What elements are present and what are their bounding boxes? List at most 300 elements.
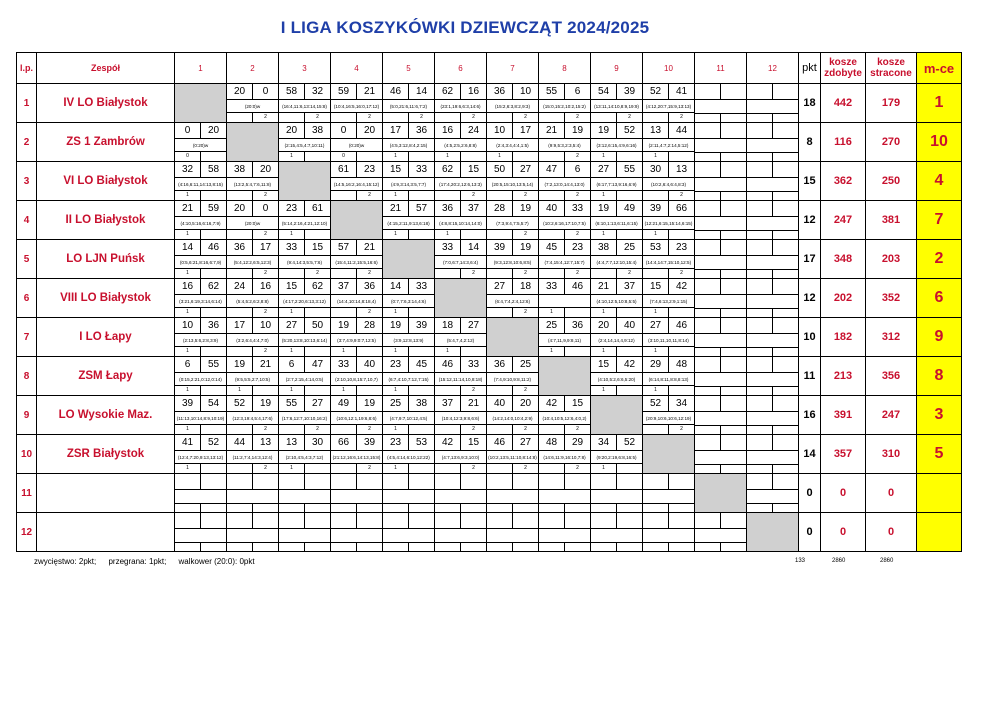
match-cell — [695, 357, 747, 396]
match-result — [227, 240, 278, 278]
match-score — [175, 201, 226, 217]
header-opponent-10: 10 — [643, 53, 695, 84]
points-win — [305, 543, 330, 551]
match-score — [435, 474, 486, 490]
points-win: 2 — [264, 426, 267, 432]
match-score — [643, 357, 694, 373]
points-win: 2 — [420, 114, 423, 120]
match-result — [643, 279, 694, 317]
score-away — [305, 513, 330, 528]
quarter-scores: (7:4,6:13,2:9,1:15) — [643, 295, 694, 308]
score-away: 15 — [467, 437, 480, 448]
score-away: 58 — [207, 164, 220, 175]
match-result — [747, 435, 798, 473]
quarter-scores — [643, 490, 694, 504]
points-scored: 182 — [821, 318, 866, 357]
score-away: 25 — [519, 359, 532, 370]
quarter-scores: (4:7,11,9,9:8,11) — [539, 334, 590, 347]
match-cell — [539, 123, 591, 162]
match-score — [695, 279, 746, 295]
score-away: 14 — [467, 242, 480, 253]
match-score — [487, 357, 538, 373]
match-result — [435, 513, 486, 551]
match-cell — [227, 201, 279, 240]
points-scored: 247 — [821, 201, 866, 240]
score-away — [253, 513, 278, 528]
score-away: 10 — [519, 86, 532, 97]
match-points — [747, 231, 798, 239]
points-win: 2 — [680, 270, 683, 276]
match-points — [591, 464, 642, 473]
match-points — [383, 347, 434, 356]
match-cell — [539, 240, 591, 279]
score-away — [773, 240, 798, 255]
match-points — [643, 425, 694, 434]
match-result — [539, 84, 590, 122]
points-loss — [487, 504, 513, 512]
score-away: 23 — [571, 242, 584, 253]
match-points — [383, 308, 434, 317]
quarter-scores: (9:4,14:3,5:5,7:6) — [279, 256, 330, 269]
points-loss: 1 — [435, 347, 461, 356]
points-conceded: 250 — [866, 162, 917, 201]
score-away: 39 — [623, 86, 636, 97]
score-home: 15 — [643, 279, 669, 294]
quarter-scores — [747, 139, 798, 153]
points-loss — [279, 425, 305, 434]
score-away: 13 — [675, 164, 688, 175]
score-away — [773, 357, 798, 372]
quarter-scores: (2:10,4:5,4:3,7:12) — [279, 451, 330, 464]
match-score — [747, 396, 798, 412]
match-cell — [695, 396, 747, 435]
points-win — [721, 309, 746, 317]
quarter-scores: (2:13,5:6,2:8,3:9) — [175, 334, 226, 347]
match-result — [643, 318, 694, 356]
match-result — [175, 435, 226, 473]
row-number: 10 — [17, 435, 37, 474]
match-points — [747, 348, 798, 356]
score-home: 40 — [539, 201, 565, 216]
quarter-scores — [747, 295, 798, 309]
match-points — [227, 269, 278, 278]
match-result — [747, 123, 798, 161]
table-row — [17, 474, 962, 513]
score-away: 20 — [519, 398, 532, 409]
points-scored: 442 — [821, 84, 866, 123]
match-score — [539, 474, 590, 490]
match-cell — [227, 84, 279, 123]
score-away: 20 — [207, 125, 220, 136]
match-result — [331, 279, 382, 317]
match-result — [539, 396, 590, 434]
quarter-scores — [695, 139, 746, 153]
score-home — [539, 474, 565, 489]
match-result — [747, 240, 798, 278]
match-score — [539, 435, 590, 451]
points-loss — [539, 504, 565, 512]
score-away: 59 — [207, 203, 220, 214]
score-away: 27 — [519, 437, 532, 448]
match-result — [383, 318, 434, 356]
match-cell — [175, 474, 227, 513]
quarter-scores: (4:17,2:20,6:13,3:12) — [279, 295, 330, 308]
match-score — [175, 435, 226, 451]
match-points — [435, 230, 486, 239]
match-result — [175, 396, 226, 434]
match-cell — [383, 474, 435, 513]
score-home: 20 — [227, 84, 253, 99]
points-win — [617, 230, 642, 239]
points-win: 2 — [680, 192, 683, 198]
score-away — [201, 513, 226, 528]
score-away: 15 — [467, 164, 480, 175]
match-result — [487, 435, 538, 473]
points-win — [617, 504, 642, 512]
score-away: 27 — [519, 164, 532, 175]
points-loss — [487, 425, 513, 434]
match-result — [383, 162, 434, 200]
score-away: 23 — [675, 242, 688, 253]
match-points — [591, 269, 642, 278]
match-points — [487, 308, 538, 317]
score-away — [409, 474, 434, 489]
score-away: 55 — [207, 359, 220, 370]
points-win — [409, 425, 434, 434]
score-home: 27 — [487, 279, 513, 294]
points-loss — [435, 386, 461, 395]
self-match-cell — [695, 474, 747, 513]
match-score — [279, 240, 330, 256]
match-points — [747, 426, 798, 434]
points-win — [357, 504, 382, 512]
match-points — [539, 504, 590, 512]
score-away: 16 — [259, 281, 272, 292]
match-score — [747, 240, 798, 256]
match-result — [539, 318, 590, 356]
quarter-scores: (6:10,1:13,6:11,6:15) — [591, 217, 642, 230]
quarter-scores: (2:11,4:7,2:14,5:12) — [643, 139, 694, 152]
score-home: 37 — [331, 279, 357, 294]
points-loss — [227, 308, 253, 317]
points-win — [773, 465, 798, 473]
match-score — [279, 435, 330, 451]
match-result — [383, 396, 434, 434]
points-loss: 1 — [279, 347, 305, 356]
score-home: 21 — [591, 279, 617, 294]
legend-win: zwycięstwo: 2pkt; — [34, 557, 97, 566]
match-cell — [435, 162, 487, 201]
score-away: 19 — [519, 242, 532, 253]
match-score — [643, 474, 694, 490]
quarter-scores — [747, 100, 798, 114]
score-home: 14 — [175, 240, 201, 255]
quarter-scores — [747, 373, 798, 387]
match-result — [175, 162, 226, 200]
points-loss — [539, 113, 565, 122]
match-result — [539, 513, 590, 551]
points-win: 2 — [368, 192, 371, 198]
score-home — [175, 474, 201, 489]
points-win: 2 — [472, 465, 475, 471]
match-points — [331, 269, 382, 278]
score-home — [435, 474, 461, 489]
match-result — [487, 279, 538, 317]
quarter-scores — [747, 256, 798, 270]
match-score — [279, 513, 330, 529]
points-win — [773, 192, 798, 200]
match-score — [227, 474, 278, 490]
quarter-scores: (2:4,14,14,4,9:12) — [591, 334, 642, 347]
match-result — [331, 474, 382, 512]
quarter-scores: (7:4,9:10,9:8,11:2) — [487, 373, 538, 386]
points-win: 2 — [524, 114, 527, 120]
team-points: 10 — [799, 318, 821, 357]
score-away: 17 — [519, 125, 532, 136]
match-cell — [487, 240, 539, 279]
score-away: 6 — [574, 86, 581, 97]
score-away: 39 — [415, 320, 428, 331]
match-cell — [643, 279, 695, 318]
match-points — [331, 464, 382, 473]
match-cell — [487, 123, 539, 162]
quarter-scores: (20:9,10:6,10:6,12:19) — [643, 412, 694, 425]
score-away: 52 — [623, 125, 636, 136]
match-score — [539, 123, 590, 139]
quarter-scores: (16:4,11:6,13:14,15:8) — [279, 100, 330, 113]
quarter-scores: (20:5,15:10,13:5,14) — [487, 178, 538, 191]
match-cell — [591, 240, 643, 279]
score-away — [721, 396, 746, 411]
score-home: 61 — [331, 162, 357, 177]
score-away: 28 — [363, 320, 376, 331]
quarter-scores: (4:10,5:16,6:16,7:9) — [175, 217, 226, 230]
match-points — [279, 347, 330, 356]
points-win — [721, 114, 746, 122]
match-cell — [383, 279, 435, 318]
match-cell — [747, 396, 799, 435]
score-away: 0 — [262, 203, 269, 214]
points-loss — [487, 230, 513, 239]
score-away — [721, 279, 746, 294]
match-points — [279, 425, 330, 434]
table-row — [17, 240, 962, 279]
match-points — [695, 348, 746, 356]
match-cell — [175, 240, 227, 279]
match-cell — [487, 396, 539, 435]
score-away — [513, 474, 538, 489]
score-home — [695, 240, 721, 255]
table-row — [17, 123, 962, 162]
points-win — [461, 543, 486, 551]
points-win — [305, 152, 330, 161]
points-loss — [487, 543, 513, 551]
score-away: 13 — [259, 437, 272, 448]
match-score — [591, 201, 642, 217]
score-away: 36 — [415, 125, 428, 136]
score-home: 39 — [175, 396, 201, 411]
match-points — [643, 386, 694, 395]
match-cell — [383, 435, 435, 474]
team-place — [917, 474, 962, 513]
points-loss — [591, 113, 617, 122]
points-loss — [591, 504, 617, 512]
quarter-scores — [695, 373, 746, 387]
score-away — [773, 279, 798, 294]
match-cell — [435, 474, 487, 513]
match-cell — [539, 474, 591, 513]
match-score — [331, 123, 382, 139]
row-number: 5 — [17, 240, 37, 279]
match-cell — [383, 201, 435, 240]
points-loss — [695, 426, 721, 434]
points-win — [201, 308, 226, 317]
match-points — [435, 504, 486, 512]
match-score — [591, 84, 642, 100]
score-away: 45 — [415, 359, 428, 370]
points-win — [617, 308, 642, 317]
score-away: 42 — [675, 281, 688, 292]
score-home: 19 — [331, 318, 357, 333]
match-points — [383, 191, 434, 200]
score-home: 36 — [435, 201, 461, 216]
points-win — [721, 231, 746, 239]
match-result — [643, 474, 694, 512]
points-loss — [487, 269, 513, 278]
score-away: 29 — [571, 437, 584, 448]
score-home — [175, 513, 201, 528]
match-points — [487, 425, 538, 434]
match-cell — [279, 357, 331, 396]
points-win: 2 — [576, 270, 579, 276]
match-result — [175, 123, 226, 161]
points-scored: 362 — [821, 162, 866, 201]
match-points — [279, 269, 330, 278]
match-points — [695, 465, 746, 473]
score-home: 53 — [643, 240, 669, 255]
quarter-scores — [591, 529, 642, 543]
match-result — [695, 84, 746, 122]
header-opponent-1: 1 — [175, 53, 227, 84]
quarter-scores — [539, 529, 590, 543]
match-cell — [747, 162, 799, 201]
points-win — [617, 386, 642, 395]
match-result — [695, 240, 746, 278]
row-number: 8 — [17, 357, 37, 396]
points-loss: 1 — [175, 191, 201, 200]
match-result — [487, 201, 538, 239]
match-score — [383, 435, 434, 451]
score-away: 16 — [467, 86, 480, 97]
match-points — [331, 191, 382, 200]
match-score — [331, 84, 382, 100]
match-score — [435, 357, 486, 373]
score-away: 37 — [467, 203, 480, 214]
score-home — [695, 162, 721, 177]
score-home: 10 — [487, 123, 513, 138]
points-loss — [643, 504, 669, 512]
score-home — [279, 513, 305, 528]
match-points — [643, 308, 694, 317]
match-cell — [279, 279, 331, 318]
score-away — [721, 435, 746, 450]
points-win: 2 — [472, 426, 475, 432]
match-score — [331, 357, 382, 373]
score-home: 46 — [487, 435, 513, 450]
points-win — [461, 347, 486, 356]
match-score — [279, 396, 330, 412]
match-result — [279, 279, 330, 317]
score-home: 19 — [227, 357, 253, 372]
score-home: 14 — [383, 279, 409, 294]
match-score — [383, 201, 434, 217]
quarter-scores: (10:2,13:5,11:10,8:14:8) — [487, 451, 538, 464]
points-loss — [747, 504, 773, 512]
match-points — [695, 231, 746, 239]
match-score — [175, 240, 226, 256]
match-score — [591, 240, 642, 256]
points-conceded: 356 — [866, 357, 917, 396]
score-away: 52 — [623, 437, 636, 448]
points-loss — [747, 348, 773, 356]
score-away: 57 — [415, 203, 428, 214]
match-points — [435, 386, 486, 395]
match-result — [695, 279, 746, 317]
match-score — [435, 435, 486, 451]
match-score — [331, 396, 382, 412]
quarter-scores: (7:3,9:4,7:5,5:7) — [487, 217, 538, 230]
score-home: 36 — [227, 240, 253, 255]
scoring-legend — [34, 557, 265, 566]
header-lp: l.p. — [17, 53, 37, 84]
match-score — [383, 123, 434, 139]
points-win — [565, 543, 590, 551]
quarter-scores: (3:21,6:19,3:14,6:14) — [175, 295, 226, 308]
match-score — [227, 435, 278, 451]
points-win — [305, 386, 330, 395]
match-score — [435, 162, 486, 178]
score-away: 42 — [623, 359, 636, 370]
match-result — [331, 396, 382, 434]
points-win — [357, 386, 382, 395]
points-win: 2 — [264, 192, 267, 198]
quarter-scores: (14:4,10:14,8:18,4) — [331, 295, 382, 308]
score-home: 20 — [279, 123, 305, 138]
score-home: 0 — [331, 123, 357, 138]
match-result — [227, 84, 278, 122]
match-points — [331, 386, 382, 395]
match-score — [383, 279, 434, 295]
match-result — [175, 318, 226, 356]
score-home — [747, 123, 773, 138]
quarter-scores — [279, 490, 330, 504]
points-win — [305, 230, 330, 239]
match-score — [695, 357, 746, 373]
points-scored: 213 — [821, 357, 866, 396]
points-win — [617, 152, 642, 161]
quarter-scores: (14:2,14:0,10:4,2:9) — [487, 412, 538, 425]
match-cell — [695, 84, 747, 123]
points-win — [773, 426, 798, 434]
score-home — [747, 396, 773, 411]
points-loss — [747, 114, 773, 122]
score-home: 6 — [279, 357, 305, 372]
score-away — [669, 513, 694, 528]
match-score — [695, 240, 746, 256]
score-away — [721, 240, 746, 255]
points-loss — [487, 386, 513, 395]
match-points — [435, 543, 486, 551]
